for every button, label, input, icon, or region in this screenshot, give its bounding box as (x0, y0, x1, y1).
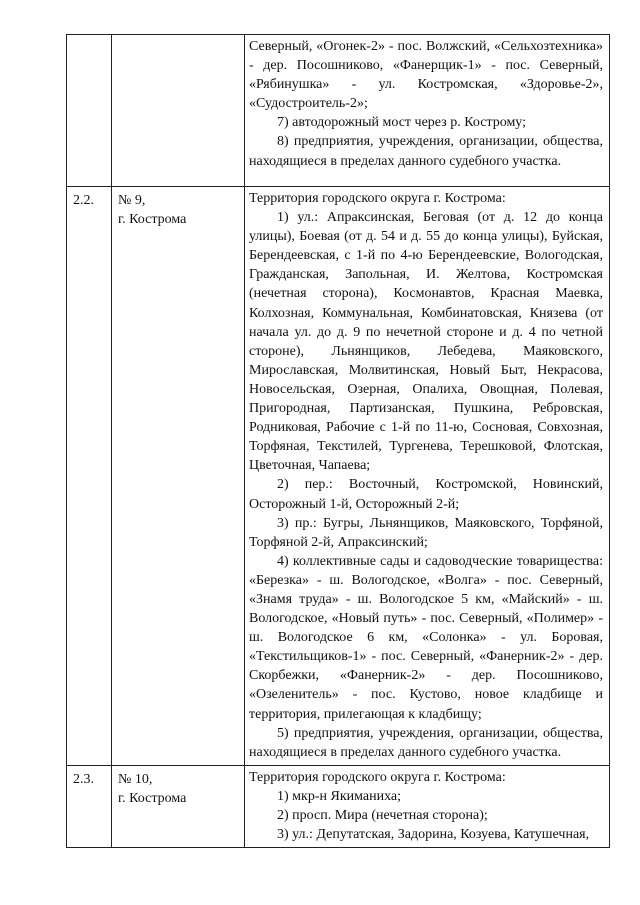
territory-cell (245, 187, 610, 766)
court-district-cell (112, 187, 245, 766)
court-district-city: г. Кострома (118, 790, 187, 806)
territory-paragraph: 3) ул.: Депутатская, Задорина, Козуева, Катушечная, (277, 827, 590, 843)
territory-paragraph: 2) пер.: Восточный, Костромской, Новинский, Осторожный 1-й, Осторожный 2-й; (249, 477, 603, 512)
court-district-number: № 9, (118, 193, 146, 208)
territory-paragraph: 8) предприятия, учреждения, организации, общества, находящиеся в пределах данного судебного участка. (249, 134, 603, 169)
territory-heading: Территория городского округа г. Кострома: (249, 191, 506, 206)
territory-paragraph: 4) коллективные сады и садоводческие товарищества: «Березка» - ш. Вологодское, «Волга» - пос. Северный, «Знамя труда» - ш. Вологодское 5 км, «Майский» - ш. Вологодское, «Новый путь» - пос. Северный, «Полимер» - ш. Вологодское 6 км, «Солонка» - ул. Боровая, «Текстильщиков-1» - пос. Северный, «Фанерник-2» - дер. Скорбежки, «Фанерник-2» - дер. Посошниково, «Озеленитель» - пос. Кустово, новое кладбище и территория, прилегающая к кладбищу; (249, 553, 603, 722)
territory-paragraph: 7) автодорожный мост через р. Кострому; (277, 115, 527, 131)
row-number (67, 35, 112, 187)
territory-paragraph: 2) просп. Мира (нечетная сторона); (277, 808, 488, 823)
table-row (67, 35, 610, 187)
territory-paragraph: 1) ул.: Апраксинская, Беговая (от д. 12 до конца улицы), Боевая (от д. 54 и д. 55 до конца улицы), Буйская, Берендеевская, с 1-й по 4-ю Берендеевские, Вологодская, Гражданская, Запольная, И. Желтова, Костромская (нечетная сторона), Космонавтов, Красная Маевка, Колхозная, Коммунальная, Комбинатовская, Князева (от начала ул. до д. 9 по нечетной стороне и д. 4 по четной стороне), Льнянщиков, Лебедева, Маяковского, Мирославская, Молвитинская, Новый Быт, Некрасова, Новосельская, Озерная, Опалиха, Овощная, Полевая, Пригородная, Партизанская, Пушкина, Ребровская, Родниковая, Рабочие с 1-й по 11-ю, Сосновая, Совхозная, Торфяная, Текстилей, Тургенева, Терешковой, Флотская, Цветочная, Чапаева; (249, 210, 603, 474)
table-row (67, 187, 610, 766)
table-row (67, 765, 610, 847)
court-districts-table (66, 34, 610, 848)
territory-cell (245, 765, 610, 847)
territory-paragraph: Северный, «Огонек-2» - пос. Волжский, «Сельхозтехника» - дер. Посошниково, «Фанерщик-1» - пос. Северный, «Рябинушка» - ул. Костромская, «Здоровье-2», «Судостроитель-2»; (249, 39, 603, 112)
territory-cell (245, 35, 610, 187)
court-district-city: г. Кострома (118, 212, 187, 227)
court-district-cell (112, 35, 245, 187)
court-district-cell (112, 765, 245, 847)
row-number: 2.2. (67, 187, 112, 766)
territory-paragraph: 1) мкр-н Якиманиха; (277, 788, 401, 804)
territory-paragraph: 5) предприятия, учреждения, организации, общества, находящиеся в пределах данного судебного участка. (249, 725, 603, 760)
territory-paragraph: 3) пр.: Бугры, Льнянщиков, Маяковского, Торфяной, Торфяной 2-й, Апраксинский; (249, 515, 603, 550)
row-number: 2.3. (67, 765, 112, 847)
court-district-number: № 10, (118, 771, 153, 787)
territory-heading: Территория городского округа г. Кострома: (249, 769, 506, 785)
